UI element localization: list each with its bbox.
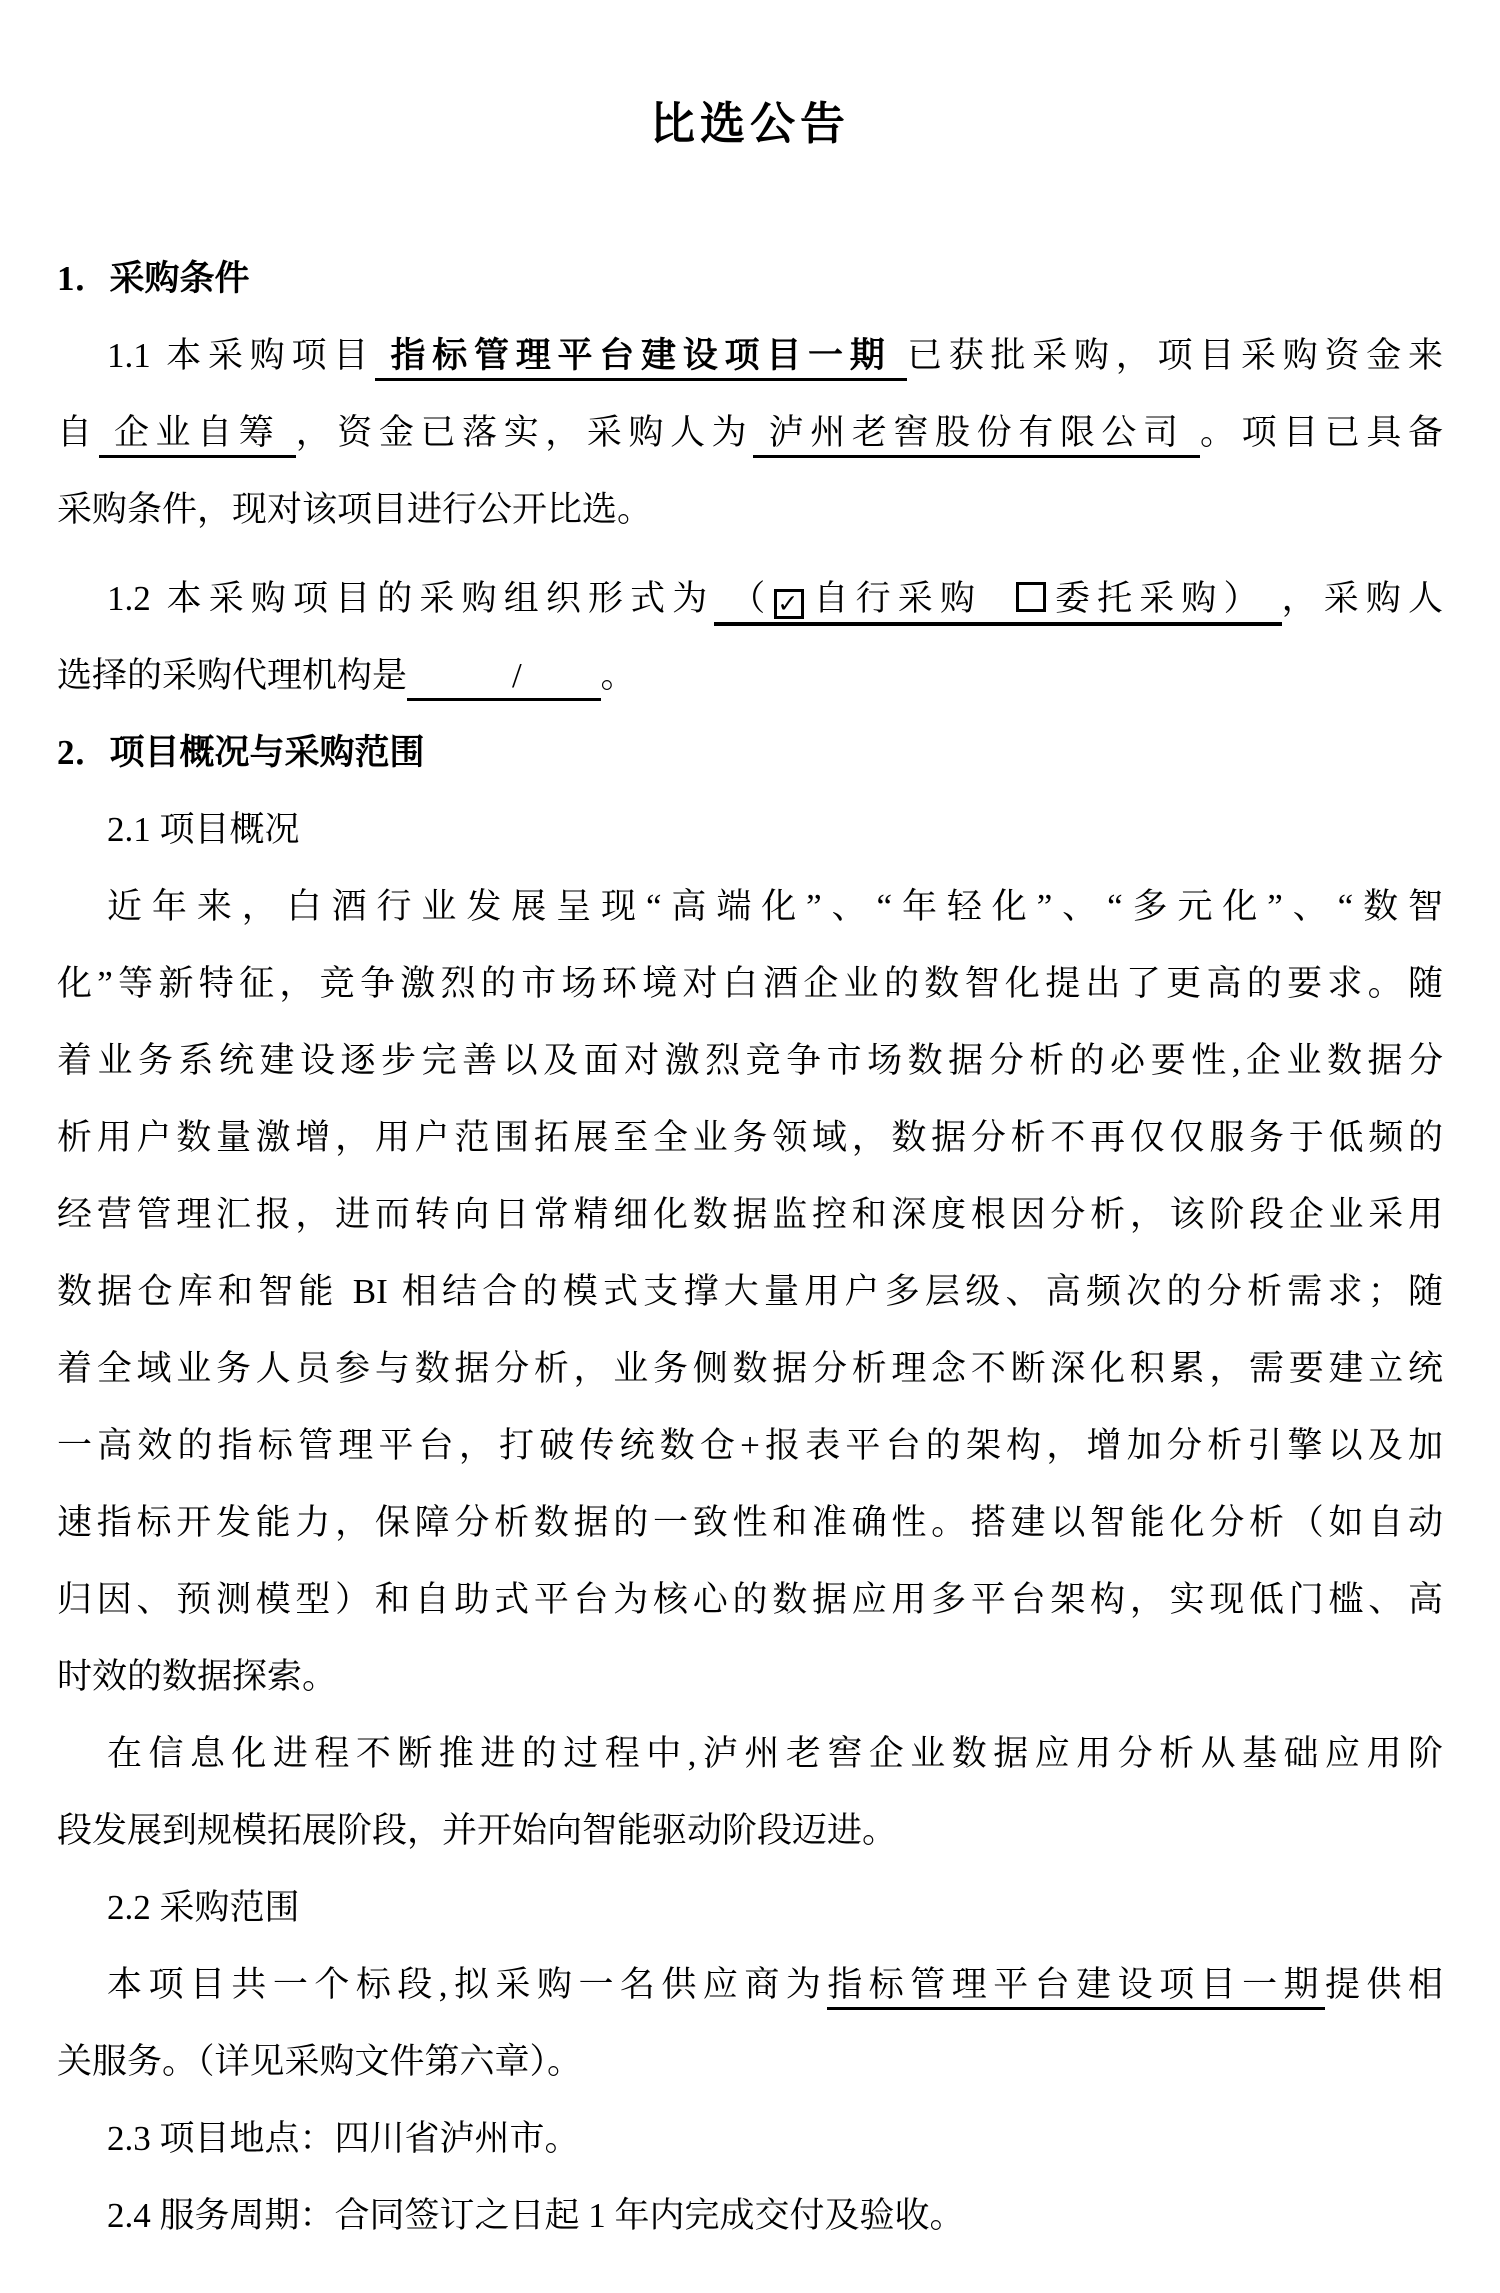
overview-line-9: 速指标开发能力，保障分析数据的一致性和准确性。搭建以智能化分析（如自动 <box>57 1503 1443 1542</box>
funding-source-underlined: 企业自筹 <box>99 413 296 458</box>
org-form-text-end: ，采购人 <box>1281 579 1443 618</box>
document-title: 比选公告 <box>649 99 850 149</box>
overview-line-2: 化”等新特征，竞争激烈的市场环境对白酒企业的数智化提出了更高的要求。随 <box>57 964 1443 1003</box>
entrusted-procurement-label: 委托采购 <box>1047 579 1224 618</box>
scope-project-name-underlined: 指标管理平台建设项目一期 <box>827 1965 1325 2010</box>
scope-line-1 <box>57 1946 1443 2023</box>
section-2-heading: 2．项目概况与采购范围 <box>57 733 425 772</box>
org-form-underlined <box>714 579 1281 626</box>
paren-open: （ <box>714 579 773 618</box>
section-2-4-line: 2.4 服务周期：合同签订之日起 1 年内完成交付及验收。 <box>107 2196 965 2235</box>
overview-line-6: 数据仓库和智能 BI 相结合的模式支撑大量用户多层级、高频次的分析需求；随 <box>57 1272 1443 1311</box>
funding-text-end: 。项目已具备 <box>1199 413 1443 452</box>
section-2-3-line: 2.3 项目地点：四川省泸州市。 <box>107 2119 580 2158</box>
checkmark-glyph: ✓ <box>777 589 799 618</box>
agency-blank-underlined: / <box>407 656 600 701</box>
project-name-underlined: 指标管理平台建设项目一期 <box>375 336 907 381</box>
option-gap <box>982 579 1014 618</box>
funding-text-mid: ，资金已落实，采购人为 <box>295 413 754 452</box>
section-1-heading: 1．采购条件 <box>57 259 250 298</box>
scope-text: 本项目共一个标段,拟采购一名供应商为 <box>107 1965 828 2004</box>
info-progress-line-2: 段发展到规模拓展阶段，并开始向智能驱动阶段迈进。 <box>57 1811 898 1850</box>
overview-line-1: 近年来，白酒行业发展呈现“高端化”、“年轻化”、“多元化”、“数智 <box>107 887 1443 926</box>
org-form-text: 1.2 本采购项目的采购组织形式为 <box>107 579 715 618</box>
funding-text: 自 <box>57 413 99 452</box>
overview-line-3: 着业务系统建设逐步完善以及面对激烈竞争市场数据分析的必要性,企业数据分 <box>57 1041 1443 1080</box>
agency-text: 选择的采购代理机构是 <box>57 656 408 695</box>
info-progress-line-1: 在信息化进程不断推进的过程中,泸州老窖企业数据应用分析从基础应用阶 <box>107 1734 1443 1773</box>
overview-line-5: 经营管理汇报，进而转向日常精细化数据监控和深度根因分析，该阶段企业采用 <box>57 1195 1443 1234</box>
clause-1-1-text-cont: 已获批采购，项目采购资金来 <box>906 336 1443 375</box>
paren-close: ） <box>1223 579 1282 618</box>
overview-line-10: 归因、预测模型）和自助式平台为核心的数据应用多平台架构，实现低门槛、高 <box>57 1580 1443 1619</box>
section-2-1-heading: 2.1 项目概况 <box>107 810 300 849</box>
agency-text-end: 。 <box>600 656 636 695</box>
checked-checkbox-icon <box>774 589 804 619</box>
clause-1-1-line-3: 采购条件，现对该项目进行公开比选。 <box>57 490 653 529</box>
purchaser-name-underlined: 泸州老窖股份有限公司 <box>753 413 1200 458</box>
section-2-2-heading: 2.2 采购范围 <box>107 1888 300 1927</box>
overview-line-8: 一高效的指标管理平台，打破传统数仓+报表平台的架构，增加分析引擎以及加 <box>57 1426 1443 1465</box>
clause-1-1-line-1 <box>57 317 1443 394</box>
clause-1-1-text: 1.1 本采购项目 <box>107 336 375 375</box>
self-procurement-label: 自行采购 <box>806 579 983 618</box>
clause-1-1-line-2 <box>57 394 1443 471</box>
overview-line-11: 时效的数据探索。 <box>57 1657 338 1696</box>
clause-1-2-line-1 <box>57 560 1443 637</box>
overview-line-7: 着全域业务人员参与数据分析，业务侧数据分析理念不断深化积累，需要建立统 <box>57 1349 1443 1388</box>
scope-line-2: 关服务。（详见采购文件第六章）。 <box>57 2042 583 2081</box>
clause-1-2-line-2 <box>57 637 1443 714</box>
scope-text-end: 提供相 <box>1325 1965 1443 2004</box>
unchecked-checkbox-icon <box>1016 582 1046 612</box>
overview-line-4: 析用户数量激增，用户范围拓展至全业务领域，数据分析不再仅仅服务于低频的 <box>57 1118 1443 1157</box>
